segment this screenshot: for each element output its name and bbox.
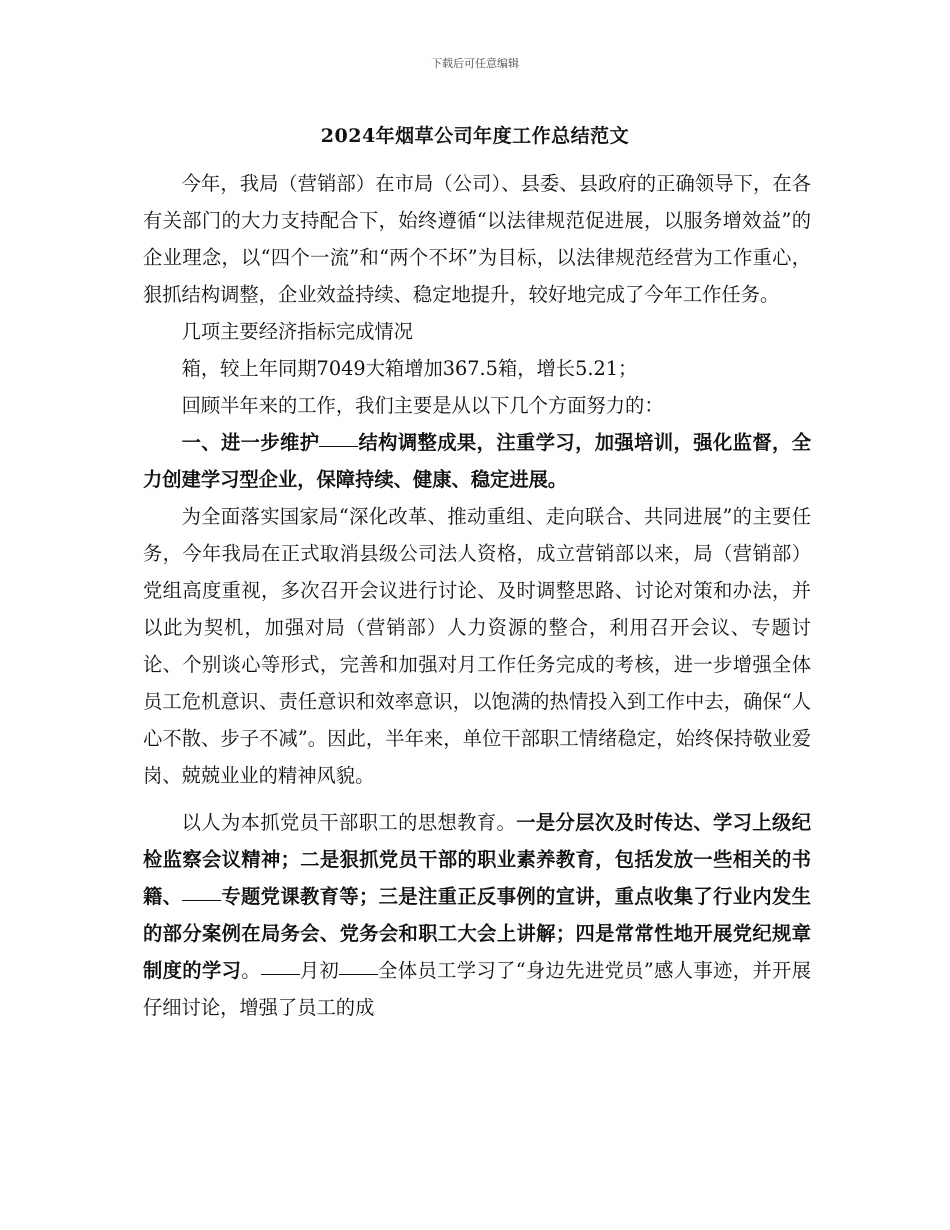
section-heading-part-b: 结构调整成果，注重学习，加强培训，强化监督，全力创建学习型企业，保障持续、健康、稳定进展。: [143, 431, 812, 491]
education-period: 。: [241, 959, 261, 982]
section-heading-part-a: 一、进一步维护: [181, 431, 320, 454]
blank-underline: [339, 973, 378, 975]
paragraph-indicators-heading: 几项主要经济指标完成情况: [181, 320, 413, 343]
document-title: 2024年烟草公司年度工作总结范文: [320, 125, 630, 147]
education-text-2: 全体员工学习了“身边先进党员”感人事迹，并开展仔细讨论，增强了员工的成: [143, 959, 812, 1019]
paragraph-indicators: 箱，较上年同期7049大箱增加367.5箱，增长5.21；: [181, 357, 638, 380]
education-text-1: 月初: [299, 959, 340, 982]
header-note: 下载后可任意编辑: [431, 57, 519, 70]
paragraph-education: [143, 804, 811, 1026]
section-heading-one: [143, 424, 811, 498]
education-bold-2: 专题党课教育等；三是注重正反事例的宣讲，重点收集了行业内发生的部分案例在局务会、党务会和职工大会上讲解；四是常常性地开展党纪规章制度的学习: [143, 885, 812, 982]
education-bold-1: 一是分层次及时传达、学习上级纪检监察会议精神；二是狠抓党员干部的职业素养教育，包括发放一些相关的书籍、: [143, 811, 812, 908]
blank-underline: [319, 445, 358, 447]
education-lead: 以人为本抓党员干部职工的思想教育。: [181, 811, 517, 834]
blank-underline: [182, 899, 221, 901]
paragraph-reform: 为全面落实国家局“深化改革、推动重组、走向联合、共同进展”的主要任务，今年我局在正式取消县级公司法人资格，成立营销部以来，局（营销部）党组高度重视，多次召开会议进行讨论、及时调整思路、讨论对策和办法，并以此为契机，加强对局（营销部）人力资源的整合，利用召开会议、专题讨论、个别谈心等形式，完善和加强对月工作任务完成的考核，进一步增强全体员工危机意识、责任意识和效率意识，以饱满的热情投入到工作中去，确保“人心不散、步子不减”。因此，半年来，单位干部职工情绪稳定，始终保持敬业爱岗、兢兢业业的精神风貌。: [143, 505, 811, 787]
blank-underline: [261, 973, 300, 975]
document-body: [143, 165, 811, 1026]
paragraph-review: 回顾半年来的工作，我们主要是从以下几个方面努力的：: [181, 394, 664, 417]
paragraph-intro: 今年，我局（营销部）在市局（公司）、县委、县政府的正确领导下，在各有关部门的大力支持配合下，始终遵循“以法律规范促进展，以服务增效益”的企业理念，以“四个一流”和“两个不坏”为目标，以法律规范经营为工作重心，狠抓结构调整，企业效益持续、稳定地提升，较好地完成了今年工作任务。: [143, 172, 811, 306]
